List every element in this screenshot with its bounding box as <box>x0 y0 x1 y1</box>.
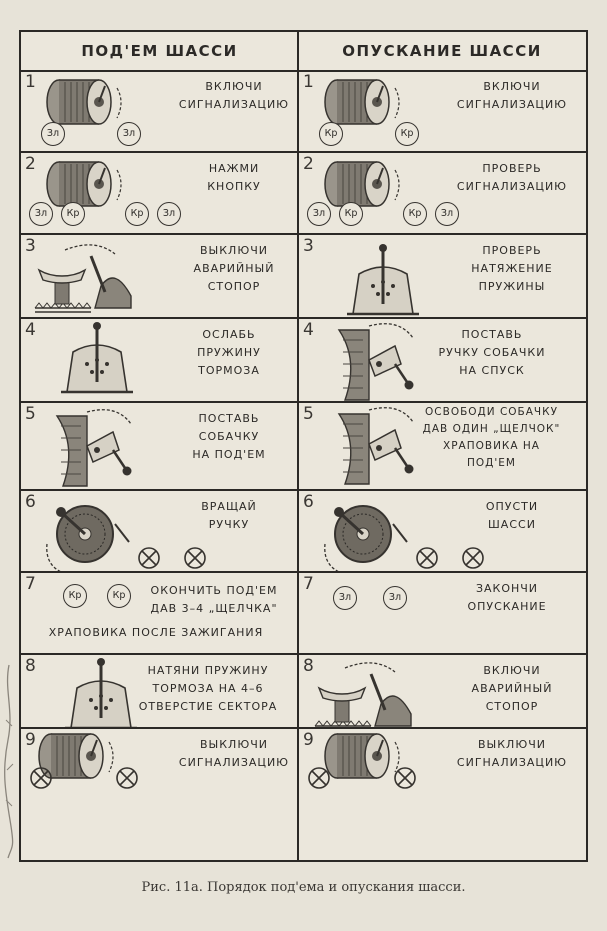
step-number: 6 <box>303 492 314 512</box>
illustration <box>21 234 171 318</box>
step-9-raise <box>21 728 297 792</box>
signal-lamp-badge: Зл <box>117 122 141 146</box>
signal-lamp-badge: Зл <box>435 202 459 226</box>
instruction-text: ВКЛЮЧИ АВАРИЙНЫЙ СТОПОР <box>471 664 553 713</box>
step-7-raise <box>21 572 297 654</box>
emergency-stopper-icon <box>35 245 131 312</box>
margin-signature <box>2 660 16 860</box>
signal-lamp-badge: Кр <box>61 202 85 226</box>
step-number: 3 <box>303 236 314 256</box>
emergency-stopper-icon <box>315 663 411 728</box>
step-number: 7 <box>25 574 36 594</box>
step-number: 4 <box>25 320 36 340</box>
step-4-lower <box>299 318 586 402</box>
signal-lamp-badge: Кр <box>403 202 427 226</box>
step-number: 6 <box>25 492 36 512</box>
signal-lamp-badge: Кр <box>339 202 363 226</box>
brake-lever-icon <box>347 244 419 314</box>
instruction-text: ЗАКОНЧИ ОПУСКАНИЕ <box>467 582 547 613</box>
pawl-mechanism-icon <box>339 324 414 400</box>
signal-lamp-badge: Зл <box>383 586 407 610</box>
instruction-text: ОСВОБОДИ СОБАЧКУ ДАВ ОДИН „ЩЕЛЧОК" ХРАПОВИКА НА ПОД'ЕМ <box>422 406 561 469</box>
signal-drum-icon <box>325 162 399 206</box>
instruction-text: ВРАЩАЙ РУЧКУ <box>201 500 257 531</box>
ratchet-wheel-icon <box>325 506 407 572</box>
signal-lamp-badge: Кр <box>319 122 343 146</box>
lamp-off-icon <box>307 766 331 790</box>
instruction-text: ПОСТАВЬ РУЧКУ СОБАЧКИ НА СПУСК <box>438 328 546 377</box>
step-6-raise <box>21 490 297 572</box>
step-8-raise <box>21 654 297 728</box>
step-number: 8 <box>303 656 314 676</box>
lamp-off-icon <box>393 766 417 790</box>
step-2-lower <box>299 152 586 234</box>
signal-lamp-badge: Кр <box>63 584 87 608</box>
instruction-text: ОКОНЧИТЬ ПОД'ЕМ ДАВ 3–4 „ЩЕЛЧКА" <box>150 584 278 615</box>
step-7-lower <box>299 572 586 654</box>
signal-drum-icon <box>325 80 399 124</box>
instruction-text: НАЖМИ КНОПКУ <box>207 162 261 193</box>
step-1-raise <box>21 70 297 152</box>
step-4-raise <box>21 318 297 402</box>
step-8-lower <box>299 654 586 728</box>
step-number: 1 <box>303 72 314 92</box>
illustration <box>21 318 171 402</box>
brake-lever-icon <box>61 322 133 392</box>
step-3-lower <box>299 234 586 318</box>
signal-drum-icon <box>47 80 121 124</box>
lamp-off-icon <box>183 546 207 570</box>
step-number: 8 <box>25 656 36 676</box>
instruction-text: ВЫКЛЮЧИ СИГНАЛИЗАЦИЮ <box>178 738 290 769</box>
signal-lamp-badge: Зл <box>307 202 331 226</box>
instruction-text: ВЫКЛЮЧИ АВАРИЙНЫЙ СТОПОР <box>193 244 275 293</box>
step-number: 3 <box>25 236 36 256</box>
ratchet-wheel-icon <box>47 506 129 572</box>
step-number: 2 <box>303 154 314 174</box>
signal-lamp-badge: Зл <box>29 202 53 226</box>
step-number: 7 <box>303 574 314 594</box>
signal-lamp-badge: Кр <box>125 202 149 226</box>
step-6-lower <box>299 490 586 572</box>
illustration <box>299 234 449 318</box>
illustration <box>21 402 171 490</box>
pawl-mechanism-icon <box>57 410 132 486</box>
step-number: 9 <box>303 730 314 750</box>
instruction-text: ПРОВЕРЬ СИГНАЛИЗАЦИЮ <box>456 162 568 193</box>
step-9-lower <box>299 728 586 792</box>
illustration <box>299 318 449 402</box>
signal-drum-icon <box>325 734 399 778</box>
instruction-text: ВКЛЮЧИ СИГНАЛИЗАЦИЮ <box>456 80 568 111</box>
lamp-off-icon <box>137 546 161 570</box>
step-2-raise <box>21 152 297 234</box>
step-5-lower <box>299 402 586 490</box>
instruction-text: ВКЛЮЧИ СИГНАЛИЗАЦИЮ <box>178 80 290 111</box>
illustration <box>299 654 449 728</box>
signal-lamp-badge: Зл <box>333 586 357 610</box>
instruction-text: ОСЛАБЬ ПРУЖИНУ ТОРМОЗА <box>197 328 261 377</box>
step-3-raise <box>21 234 297 318</box>
signal-lamp-badge: Зл <box>157 202 181 226</box>
lamp-off-icon <box>415 546 439 570</box>
signal-lamp-badge: Зл <box>41 122 65 146</box>
signal-lamp-badge: Кр <box>107 584 131 608</box>
step-number: 4 <box>303 320 314 340</box>
step-number: 2 <box>25 154 36 174</box>
signal-drum-icon <box>47 162 121 206</box>
instruction-text: НАТЯНИ ПРУЖИНУ ТОРМОЗА НА 4–6 ОТВЕРСТИЕ СЕКТОРА <box>138 664 278 713</box>
lamp-off-icon <box>29 766 53 790</box>
lamp-off-icon <box>115 766 139 790</box>
step-5-raise <box>21 402 297 490</box>
step-number: 5 <box>25 404 36 424</box>
instruction-text: ПОСТАВЬ СОБАЧКУ НА ПОД'ЕМ <box>192 412 266 461</box>
figure-caption: Рис. 11а. Порядок под'ема и опускания шасси. <box>141 880 466 895</box>
instruction-text: ОПУСТИ ШАССИ <box>485 500 539 531</box>
procedure-table <box>19 30 588 862</box>
instruction-text: ПРОВЕРЬ НАТЯЖЕНИЕ ПРУЖИНЫ <box>471 244 553 293</box>
header-lower: ОПУСКАНИЕ ШАССИ <box>342 42 542 60</box>
step-1-lower <box>299 70 586 152</box>
step-number: 5 <box>303 404 314 424</box>
step-number: 1 <box>25 72 36 92</box>
instruction-text: ВЫКЛЮЧИ СИГНАЛИЗАЦИЮ <box>456 738 568 769</box>
header-raise: ПОД'ЕМ ШАССИ <box>81 42 238 60</box>
lamp-off-icon <box>461 546 485 570</box>
step-number: 9 <box>25 730 36 750</box>
table-header <box>21 32 586 72</box>
instruction-text-continued: ХРАПОВИКА ПОСЛЕ ЗАЖИГАНИЯ <box>48 626 264 639</box>
signal-lamp-badge: Кр <box>395 122 419 146</box>
